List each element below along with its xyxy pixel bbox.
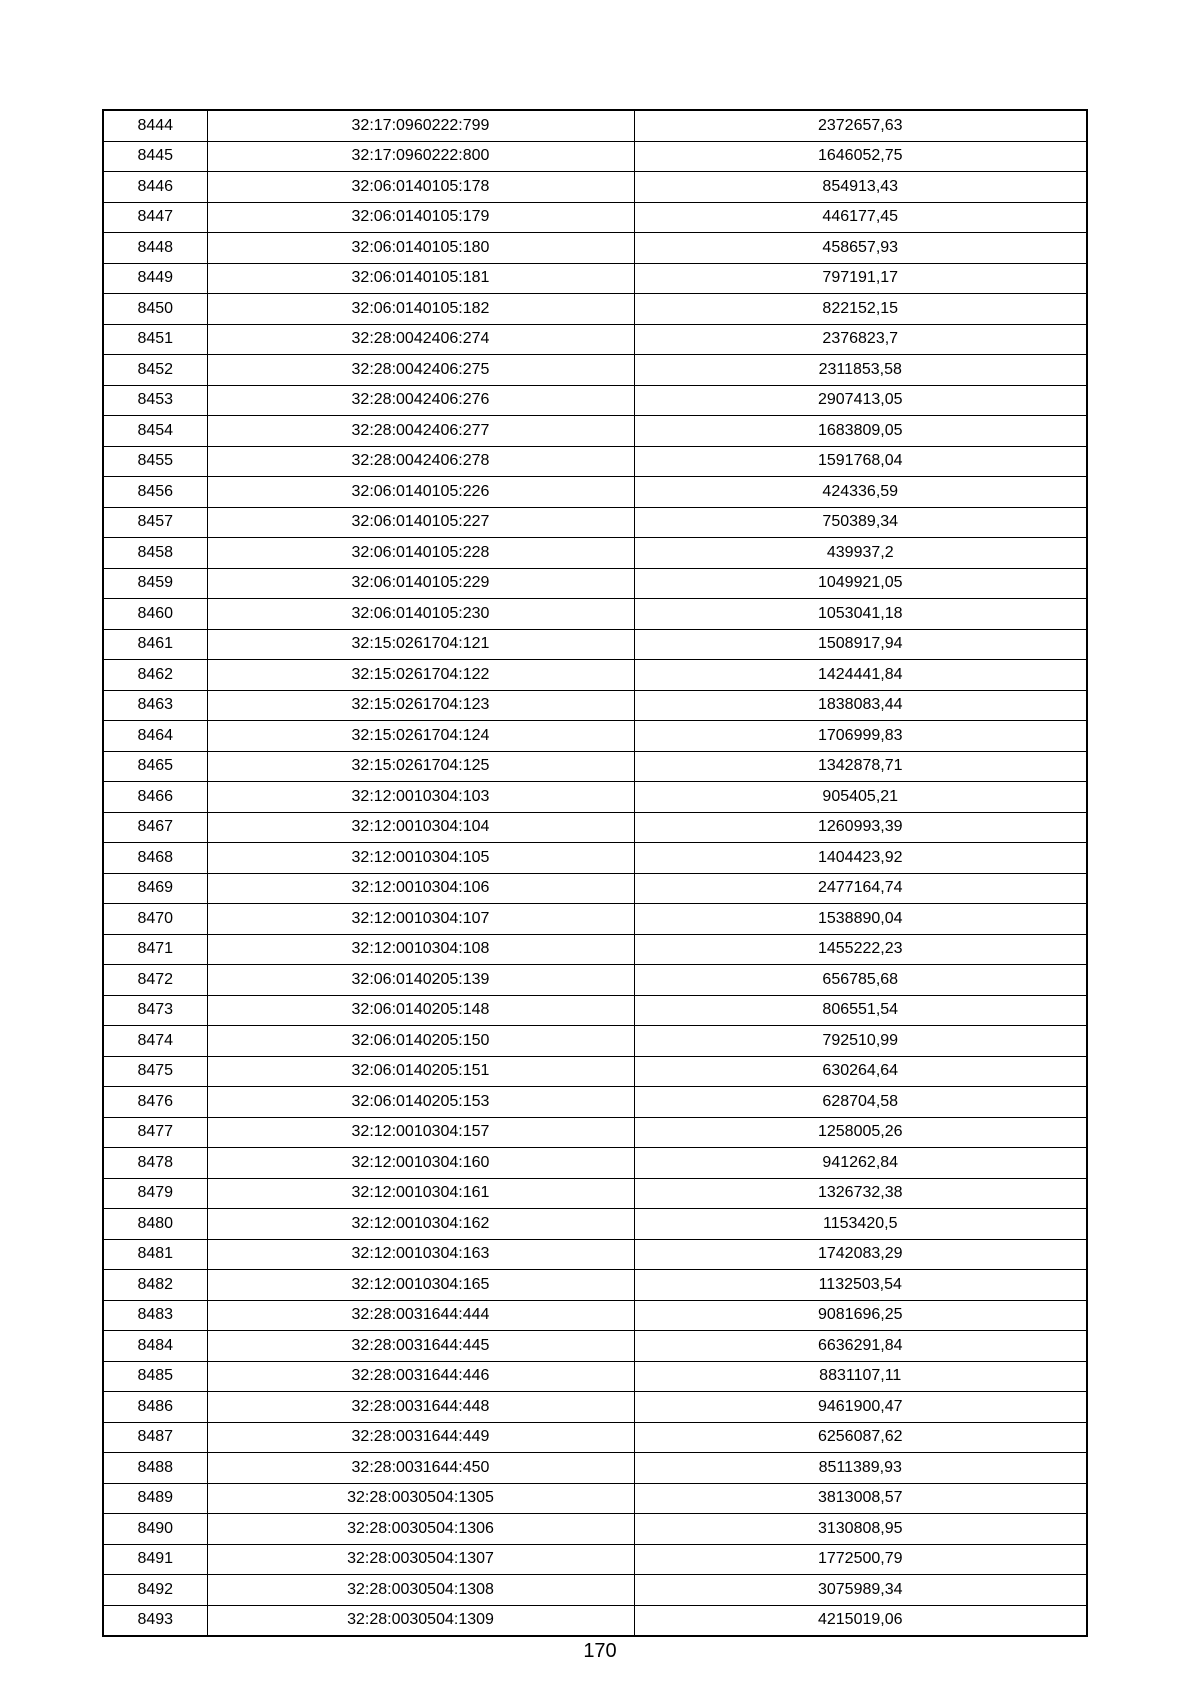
cadastral-number-cell: 32:12:0010304:108 [207,934,634,965]
cadastral-number-cell: 32:06:0140105:229 [207,568,634,599]
row-number-cell: 8474 [103,1026,207,1057]
row-number-cell: 8493 [103,1605,207,1636]
row-number-cell: 8485 [103,1361,207,1392]
cadastral-number-cell: 32:06:0140105:230 [207,599,634,630]
table-row [103,1178,1087,1209]
cadastral-number-cell: 32:15:0261704:124 [207,721,634,752]
table-row [103,1026,1087,1057]
cadastral-number-cell: 32:06:0140205:148 [207,995,634,1026]
row-number-cell: 8444 [103,110,207,141]
table-row [103,629,1087,660]
table-row [103,965,1087,996]
row-number-cell: 8475 [103,1056,207,1087]
table-row [103,172,1087,203]
cadastral-value-cell: 750389,34 [634,507,1087,538]
cadastral-number-cell: 32:28:0030504:1306 [207,1514,634,1545]
row-number-cell: 8454 [103,416,207,447]
row-number-cell: 8470 [103,904,207,935]
cadastral-number-cell: 32:28:0031644:449 [207,1422,634,1453]
cadastral-number-cell: 32:28:0042406:277 [207,416,634,447]
table-row [103,1117,1087,1148]
table-row [103,141,1087,172]
table-row [103,1514,1087,1545]
cadastral-number-cell: 32:06:0140105:227 [207,507,634,538]
cadastral-value-cell: 792510,99 [634,1026,1087,1057]
table-row [103,1605,1087,1636]
cadastral-number-cell: 32:06:0140105:226 [207,477,634,508]
cadastral-value-cell: 3075989,34 [634,1575,1087,1606]
cadastral-value-cell: 1049921,05 [634,568,1087,599]
cadastral-value-cell: 797191,17 [634,263,1087,294]
cadastral-value-cell: 4215019,06 [634,1605,1087,1636]
table-row [103,599,1087,630]
table-row [103,1270,1087,1301]
row-number-cell: 8464 [103,721,207,752]
cadastral-value-cell: 630264,64 [634,1056,1087,1087]
cadastral-number-cell: 32:12:0010304:103 [207,782,634,813]
cadastral-number-cell: 32:15:0261704:122 [207,660,634,691]
cadastral-value-cell: 2311853,58 [634,355,1087,386]
row-number-cell: 8458 [103,538,207,569]
table-row [103,1544,1087,1575]
row-number-cell: 8468 [103,843,207,874]
table-row [103,355,1087,386]
table-row [103,1392,1087,1423]
cadastral-value-cell: 1258005,26 [634,1117,1087,1148]
cadastral-value-cell: 656785,68 [634,965,1087,996]
table-row [103,1239,1087,1270]
cadastral-value-cell: 446177,45 [634,202,1087,233]
row-number-cell: 8483 [103,1300,207,1331]
table-row [103,233,1087,264]
cadastral-value-cell: 854913,43 [634,172,1087,203]
row-number-cell: 8491 [103,1544,207,1575]
table-row [103,934,1087,965]
cadastral-number-cell: 32:06:0140205:139 [207,965,634,996]
row-number-cell: 8476 [103,1087,207,1118]
row-number-cell: 8452 [103,355,207,386]
cadastral-number-cell: 32:28:0030504:1305 [207,1483,634,1514]
cadastral-value-cell: 1508917,94 [634,629,1087,660]
table-row [103,416,1087,447]
cadastral-value-cell: 1591768,04 [634,446,1087,477]
cadastral-value-cell: 2372657,63 [634,110,1087,141]
cadastral-value-cell: 1260993,39 [634,812,1087,843]
row-number-cell: 8479 [103,1178,207,1209]
row-number-cell: 8447 [103,202,207,233]
cadastral-value-cell: 806551,54 [634,995,1087,1026]
row-number-cell: 8486 [103,1392,207,1423]
table-row [103,1087,1087,1118]
cadastral-value-cell: 1742083,29 [634,1239,1087,1270]
table-row [103,873,1087,904]
row-number-cell: 8473 [103,995,207,1026]
cadastral-value-cell: 1706999,83 [634,721,1087,752]
cadastral-number-cell: 32:06:0140205:151 [207,1056,634,1087]
cadastral-value-cell: 1404423,92 [634,843,1087,874]
page-number: 170 [583,1640,617,1662]
cadastral-number-cell: 32:28:0031644:445 [207,1331,634,1362]
cadastral-value-cell: 2477164,74 [634,873,1087,904]
cadastral-number-cell: 32:06:0140105:182 [207,294,634,325]
row-number-cell: 8492 [103,1575,207,1606]
cadastral-number-cell: 32:28:0031644:450 [207,1453,634,1484]
row-number-cell: 8467 [103,812,207,843]
cadastral-number-cell: 32:06:0140105:180 [207,233,634,264]
table-row [103,202,1087,233]
row-number-cell: 8478 [103,1148,207,1179]
table-row [103,721,1087,752]
row-number-cell: 8466 [103,782,207,813]
table-row [103,1453,1087,1484]
table-row [103,904,1087,935]
cadastral-number-cell: 32:12:0010304:162 [207,1209,634,1240]
row-number-cell: 8469 [103,873,207,904]
cadastral-number-cell: 32:15:0261704:123 [207,690,634,721]
table-row [103,690,1087,721]
cadastral-value-cell: 941262,84 [634,1148,1087,1179]
row-number-cell: 8451 [103,324,207,355]
cadastral-number-cell: 32:06:0140105:178 [207,172,634,203]
table-row [103,507,1087,538]
cadastral-number-cell: 32:15:0261704:125 [207,751,634,782]
row-number-cell: 8455 [103,446,207,477]
cadastral-number-cell: 32:28:0042406:275 [207,355,634,386]
cadastral-value-cell: 439937,2 [634,538,1087,569]
cadastral-value-cell: 1838083,44 [634,690,1087,721]
cadastral-number-cell: 32:28:0030504:1307 [207,1544,634,1575]
row-number-cell: 8456 [103,477,207,508]
cadastral-value-cell: 458657,93 [634,233,1087,264]
cadastral-value-cell: 1424441,84 [634,660,1087,691]
table-row [103,568,1087,599]
cadastral-number-cell: 32:12:0010304:106 [207,873,634,904]
table-body [103,110,1087,1636]
cadastral-number-cell: 32:12:0010304:161 [207,1178,634,1209]
table-row [103,782,1087,813]
row-number-cell: 8465 [103,751,207,782]
table-row [103,1483,1087,1514]
table-row [103,294,1087,325]
cadastral-value-cell: 8831107,11 [634,1361,1087,1392]
cadastral-value-cell: 1772500,79 [634,1544,1087,1575]
cadastral-value-cell: 1342878,71 [634,751,1087,782]
table-row [103,812,1087,843]
row-number-cell: 8484 [103,1331,207,1362]
cadastral-value-cell: 1646052,75 [634,141,1087,172]
row-number-cell: 8487 [103,1422,207,1453]
row-number-cell: 8459 [103,568,207,599]
cadastral-number-cell: 32:06:0140105:179 [207,202,634,233]
table-row [103,538,1087,569]
row-number-cell: 8448 [103,233,207,264]
table-row [103,1575,1087,1606]
cadastral-value-cell: 6256087,62 [634,1422,1087,1453]
row-number-cell: 8488 [103,1453,207,1484]
table-row [103,446,1087,477]
table-row [103,110,1087,141]
table-row [103,1209,1087,1240]
cadastral-number-cell: 32:17:0960222:799 [207,110,634,141]
row-number-cell: 8480 [103,1209,207,1240]
cadastral-value-cell: 1455222,23 [634,934,1087,965]
row-number-cell: 8457 [103,507,207,538]
cadastral-value-cell: 9461900,47 [634,1392,1087,1423]
row-number-cell: 8477 [103,1117,207,1148]
table-row [103,385,1087,416]
cadastral-number-cell: 32:12:0010304:165 [207,1270,634,1301]
table-row [103,1422,1087,1453]
cadastral-value-cell: 3813008,57 [634,1483,1087,1514]
row-number-cell: 8462 [103,660,207,691]
row-number-cell: 8463 [103,690,207,721]
cadastral-value-cell: 3130808,95 [634,1514,1087,1545]
cadastral-number-cell: 32:28:0031644:446 [207,1361,634,1392]
row-number-cell: 8446 [103,172,207,203]
cadastral-number-cell: 32:17:0960222:800 [207,141,634,172]
row-number-cell: 8461 [103,629,207,660]
cadastral-number-cell: 32:06:0140105:181 [207,263,634,294]
cadastral-number-cell: 32:12:0010304:163 [207,1239,634,1270]
cadastral-value-cell: 1683809,05 [634,416,1087,447]
row-number-cell: 8450 [103,294,207,325]
cadastral-value-cell: 1053041,18 [634,599,1087,630]
cadastral-number-cell: 32:06:0140205:153 [207,1087,634,1118]
table-row [103,995,1087,1026]
cadastral-value-table [102,109,1088,1637]
cadastral-value-cell: 1538890,04 [634,904,1087,935]
table-row [103,1148,1087,1179]
table-row [103,660,1087,691]
table-row [103,324,1087,355]
cadastral-value-cell: 8511389,93 [634,1453,1087,1484]
row-number-cell: 8489 [103,1483,207,1514]
cadastral-number-cell: 32:28:0031644:444 [207,1300,634,1331]
cadastral-value-cell: 628704,58 [634,1087,1087,1118]
table-row [103,477,1087,508]
cadastral-number-cell: 32:28:0042406:278 [207,446,634,477]
cadastral-number-cell: 32:06:0140105:228 [207,538,634,569]
cadastral-number-cell: 32:12:0010304:157 [207,1117,634,1148]
cadastral-value-cell: 6636291,84 [634,1331,1087,1362]
cadastral-number-cell: 32:28:0031644:448 [207,1392,634,1423]
table-row [103,1331,1087,1362]
cadastral-number-cell: 32:28:0042406:276 [207,385,634,416]
table-row [103,1361,1087,1392]
table-row [103,843,1087,874]
table-row [103,1056,1087,1087]
table-row [103,1300,1087,1331]
cadastral-value-cell: 2376823,7 [634,324,1087,355]
cadastral-number-cell: 32:12:0010304:105 [207,843,634,874]
row-number-cell: 8471 [103,934,207,965]
cadastral-value-cell: 424336,59 [634,477,1087,508]
table-row [103,263,1087,294]
cadastral-number-cell: 32:28:0042406:274 [207,324,634,355]
cadastral-number-cell: 32:15:0261704:121 [207,629,634,660]
row-number-cell: 8472 [103,965,207,996]
cadastral-number-cell: 32:12:0010304:107 [207,904,634,935]
cadastral-number-cell: 32:06:0140205:150 [207,1026,634,1057]
cadastral-value-cell: 822152,15 [634,294,1087,325]
cadastral-number-cell: 32:28:0030504:1309 [207,1605,634,1636]
cadastral-number-cell: 32:12:0010304:160 [207,1148,634,1179]
cadastral-value-cell: 905405,21 [634,782,1087,813]
cadastral-number-cell: 32:12:0010304:104 [207,812,634,843]
cadastral-value-cell: 1153420,5 [634,1209,1087,1240]
cadastral-value-cell: 9081696,25 [634,1300,1087,1331]
cadastral-value-cell: 1326732,38 [634,1178,1087,1209]
cadastral-value-cell: 2907413,05 [634,385,1087,416]
row-number-cell: 8453 [103,385,207,416]
cadastral-number-cell: 32:28:0030504:1308 [207,1575,634,1606]
row-number-cell: 8460 [103,599,207,630]
table-row [103,751,1087,782]
row-number-cell: 8449 [103,263,207,294]
row-number-cell: 8490 [103,1514,207,1545]
row-number-cell: 8445 [103,141,207,172]
row-number-cell: 8481 [103,1239,207,1270]
cadastral-value-cell: 1132503,54 [634,1270,1087,1301]
row-number-cell: 8482 [103,1270,207,1301]
